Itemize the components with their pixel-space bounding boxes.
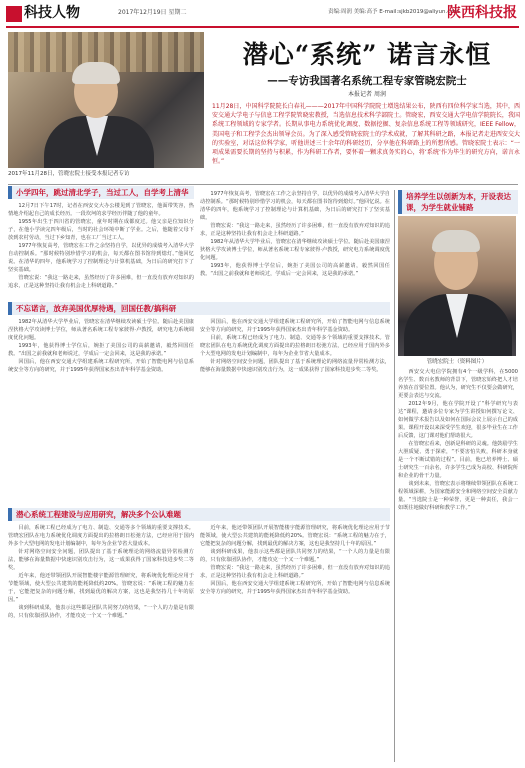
- paragraph: 谈到科研成果，他表示这些都是团队共同努力的结果，“一个人的力量是有限的，只有依靠团队协作，才能攻克一个又一个难题。”: [200, 549, 390, 563]
- paragraph: 针对网络空间安全问题，团队提出了基于系统理论的网络流量异常检测方法，能够在海量数据中快速识别攻击行为，这一成果获得了国家科技进步奖二等奖。: [8, 549, 194, 571]
- column-divider: [394, 190, 395, 762]
- portrait-photo: [398, 216, 516, 356]
- section-head-1: 小学四年，跳过清北学子，当过工人，自学考上清华: [8, 186, 194, 199]
- person-hair-shape: [432, 230, 480, 252]
- paragraph: 回国后，他在西安交通大学组建系统工程研究所，开始了智能电网与信息系统安全等方向的研究，并于1995年获得国家杰出青年科学基金资助。: [200, 581, 390, 595]
- masthead: [0, 0, 525, 30]
- paragraph: 回国后，他在西安交通大学组建系统工程研究所，开始了智能电网与信息系统安全等方向的研究，并于1995年获得国家杰出青年科学基金资助。: [8, 359, 194, 373]
- lead-photo: [8, 32, 204, 168]
- header-rule: [6, 26, 519, 28]
- paragraph: 针对网络空间安全问题，团队提出了基于系统理论的网络流量异常检测方法，能够在海量数据中快速识别攻击行为，这一成果获得了国家科技进步奖二等奖。: [200, 359, 390, 373]
- section-body-3-cont: [200, 524, 390, 762]
- paragraph: 谈到科研成果，他表示这些都是团队共同努力的结果，“一个人的力量是有限的，只有依靠团队协作，才能攻克一个又一个难题。”: [8, 605, 194, 619]
- paragraph: 目前，系统工程已经成为了电力、制造、交通等多个领域的重要支撑技术。管晓宏团队在电力系统优化调度方面提出的拉格朗日松弛方法，已经应用于国内外多个大型电网的发电计划编制中，每年为企业节省大量成本。: [200, 335, 390, 357]
- paragraph: 1955年出生于四川省的管晓宏，童年时期在成都度过。他父亲是位知识分子，在他小学读完四年级后，当时的社会环境中断了学业。之后，他随着父母下放到农村劳动，当过下乡知青，也在工厂当过工人。: [8, 219, 194, 241]
- paragraph: 管晓宏说：“我这一路走来，虽然经历了许多困难，但一直没有放弃对知识的追求，正是这种坚持让我有机会走上科研道路。”: [8, 275, 194, 289]
- section-head-4: 培养学生以创新为本，开设表达课，为学生就业铺路: [398, 190, 518, 214]
- paragraph: 1977年恢复高考，管晓宏在工作之余坚持自学，以优异的成绩考入清华大学自动控制系。“那时候特别珍惜学习的机会，每天都在图书馆待到熄灯。”他回忆说。在清华的四年，他系统学习了控制理论与计算机基础，为日后的研究打下了坚实基础。: [8, 243, 194, 273]
- paragraph: 1993年，他获得博士学位后，婉拒了美国公司的高薪邀请，毅然回国任教。“出国之前我就和老师说过，学成后一定会回来，这是我的承诺。”: [200, 263, 390, 277]
- article-subheadline: ——专访我国著名系统工程专家管晓宏院士: [267, 75, 467, 87]
- section-title: 科技人物: [24, 5, 80, 21]
- section-head-3: 潜心系统工程建设与应用研究，解决多个公认难题: [8, 508, 390, 521]
- section-body-4: [398, 368, 518, 762]
- paragraph: 西安交大电信学院拥有4个一级学科，在5000名学生、数百名教师的背景下，管晓宏始终把人才培养放在首要位置。他认为，研究生不仅要会做研究，更要会表达与交流。: [398, 369, 518, 399]
- paragraph: 在管晓宏看来，创新是科研的灵魂。他鼓励学生大胆质疑、勇于探索，“不要害怕失败，科研本身就是一个不断试错的过程”。目前，他已培养博士、硕士研究生一百余名，许多学生已成为高校、科研院所和企业的骨干力量。: [398, 441, 518, 479]
- paragraph: 回国后，他在西安交通大学组建系统工程研究所，开始了智能电网与信息系统安全等方向的研究，并于1995年获得国家杰出青年科学基金资助。: [200, 319, 390, 333]
- section-body-2: [8, 318, 194, 504]
- section-body-2-cont: [200, 318, 390, 504]
- newspaper-brand: 陕西科技报: [447, 5, 517, 21]
- article-intro: 11月28日，中国科学院院长白春礼———2017年中国科学院院士增选结果公布，陕西有四位科学家当选，其中，西安交通大学电子与信息工程学院管晓宏教授，当选信息技术科学部院士。管晓宏，西安交通大学电信学院院长，我国系统工程领域的专家学者。长期从事电力系统优化调度、数据挖掘、复杂信息系统工程等领域研究，IEEE Fellow，美国电子和工程学会杰出领导会员。为了深入感受管晓宏院士的学术成就，了解其科研之路，本报记者走进西安交大的实验室，对话这位科学家，听他讲述三十余年的科研经历，分享他在科研路上的所想所感。管晓宏院士表示：“一项成果需要长期的坚持与积累，作为科研工作者，要怀着一颗求真务实的心，将‘系统’作为毕生的研究方向，诺言永恒。”: [212, 103, 520, 166]
- paragraph: 1982年从清华大学毕业后，管晓宏在清华继续攻读硕士学位。随后赴美国康涅狄格大学攻读博士学位，师从著名系统工程专家彼得·卢教授，研究电力系统调度优化问题。: [8, 319, 194, 341]
- paragraph: 1993年，他获得博士学位后，婉拒了美国公司的高薪邀请，毅然回国任教。“出国之前我就和老师说过，学成后一定会回来，这是我的承诺。”: [8, 343, 194, 357]
- article-headline: 潜心“系统” 诺言永恒: [242, 40, 492, 69]
- paragraph: 近年来，他还带领团队开展智能楼宇能源管理研究，将系统优化理论应用于节能领域，使大型公共建筑的能耗降低约20%。管晓宏说：“系统工程的魅力在于，它能把复杂的问题分解，找到最优的解决方案，这也是我坚持几十年的原因。”: [8, 573, 194, 603]
- divider: [8, 184, 518, 185]
- section-head-2: 不忘诺言，放弃美国优厚待遇，回国任教/搞科研: [8, 302, 390, 315]
- paragraph: 2012年9月，他在学院开设了“科学研究与表达”课程，邀请多位专家为学生讲授如何撰写论文、如何做学术报告以及如何在国际会议上展示自己的成果。课程开设以来深受学生欢迎，很多毕业生在工作后反馈，这门课对他们帮助很大。: [398, 401, 518, 439]
- paragraph: 1982年从清华大学毕业后，管晓宏在清华继续攻读硕士学位。随后赴美国康涅狄格大学攻读博士学位，师从著名系统工程专家彼得·卢教授，研究电力系统调度优化问题。: [200, 239, 390, 261]
- paragraph: 管晓宏说：“我这一路走来，虽然经历了许多困难，但一直没有放弃对知识的追求，正是这种坚持让我有机会走上科研道路。”: [200, 223, 390, 237]
- section-body-3: [8, 524, 194, 762]
- section-tag-icon: [6, 6, 22, 22]
- portrait-caption: 管晓宏院士（资料图片）: [426, 359, 488, 365]
- issue-date: 2017年12月19日 星期二: [118, 9, 187, 16]
- editor-info: 责编:周润 美编:高予 E-mail:sjkb2019@aliyun.com: [328, 9, 460, 15]
- paragraph: 管晓宏说：“我这一路走来，虽然经历了许多困难，但一直没有放弃对知识的追求，正是这种坚持让我有机会走上科研道路。”: [200, 565, 390, 579]
- article-byline: 本报记者 周润: [348, 91, 386, 98]
- paragraph: 谈到未来，管晓宏表示将继续带领团队在系统工程领域深耕，为国家能源安全和网络空间安全贡献力量。“当选院士是一种荣誉，更是一种责任，我会一如既往地做好科研和教学工作。”: [398, 481, 518, 511]
- paragraph: 1977年恢复高考，管晓宏在工作之余坚持自学，以优异的成绩考入清华大学自动控制系。“那时候特别珍惜学习的机会，每天都在图书馆待到熄灯。”他回忆说。在清华的四年，他系统学习了控制理论与计算机基础，为日后的研究打下了坚实基础。: [200, 191, 390, 221]
- lead-photo-caption: 2017年11月28日，管晓宏院士接受本报记者专访: [8, 171, 130, 177]
- paragraph: 近年来，他还带领团队开展智能楼宇能源管理研究，将系统优化理论应用于节能领域，使大型公共建筑的能耗降低约20%。管晓宏说：“系统工程的魅力在于，它能把复杂的问题分解，找到最优的解决方案，这也是我坚持几十年的原因。”: [200, 525, 390, 547]
- section-body-1: [8, 202, 194, 298]
- person-hair-shape: [72, 62, 120, 84]
- paragraph: 12月7日下午17时，记者在西安交大办公楼见到了管晓宏，他面带笑容，热情地介绍起自己的成长经历。一段坎坷的求学经历伴随了他的童年。: [8, 203, 194, 217]
- paragraph: 目前，系统工程已经成为了电力、制造、交通等多个领域的重要支撑技术。管晓宏团队在电力系统优化调度方面提出的拉格朗日松弛方法，已经应用于国内外多个大型电网的发电计划编制中，每年为企业节省大量成本。: [8, 525, 194, 547]
- section-body-1-cont: [200, 190, 390, 298]
